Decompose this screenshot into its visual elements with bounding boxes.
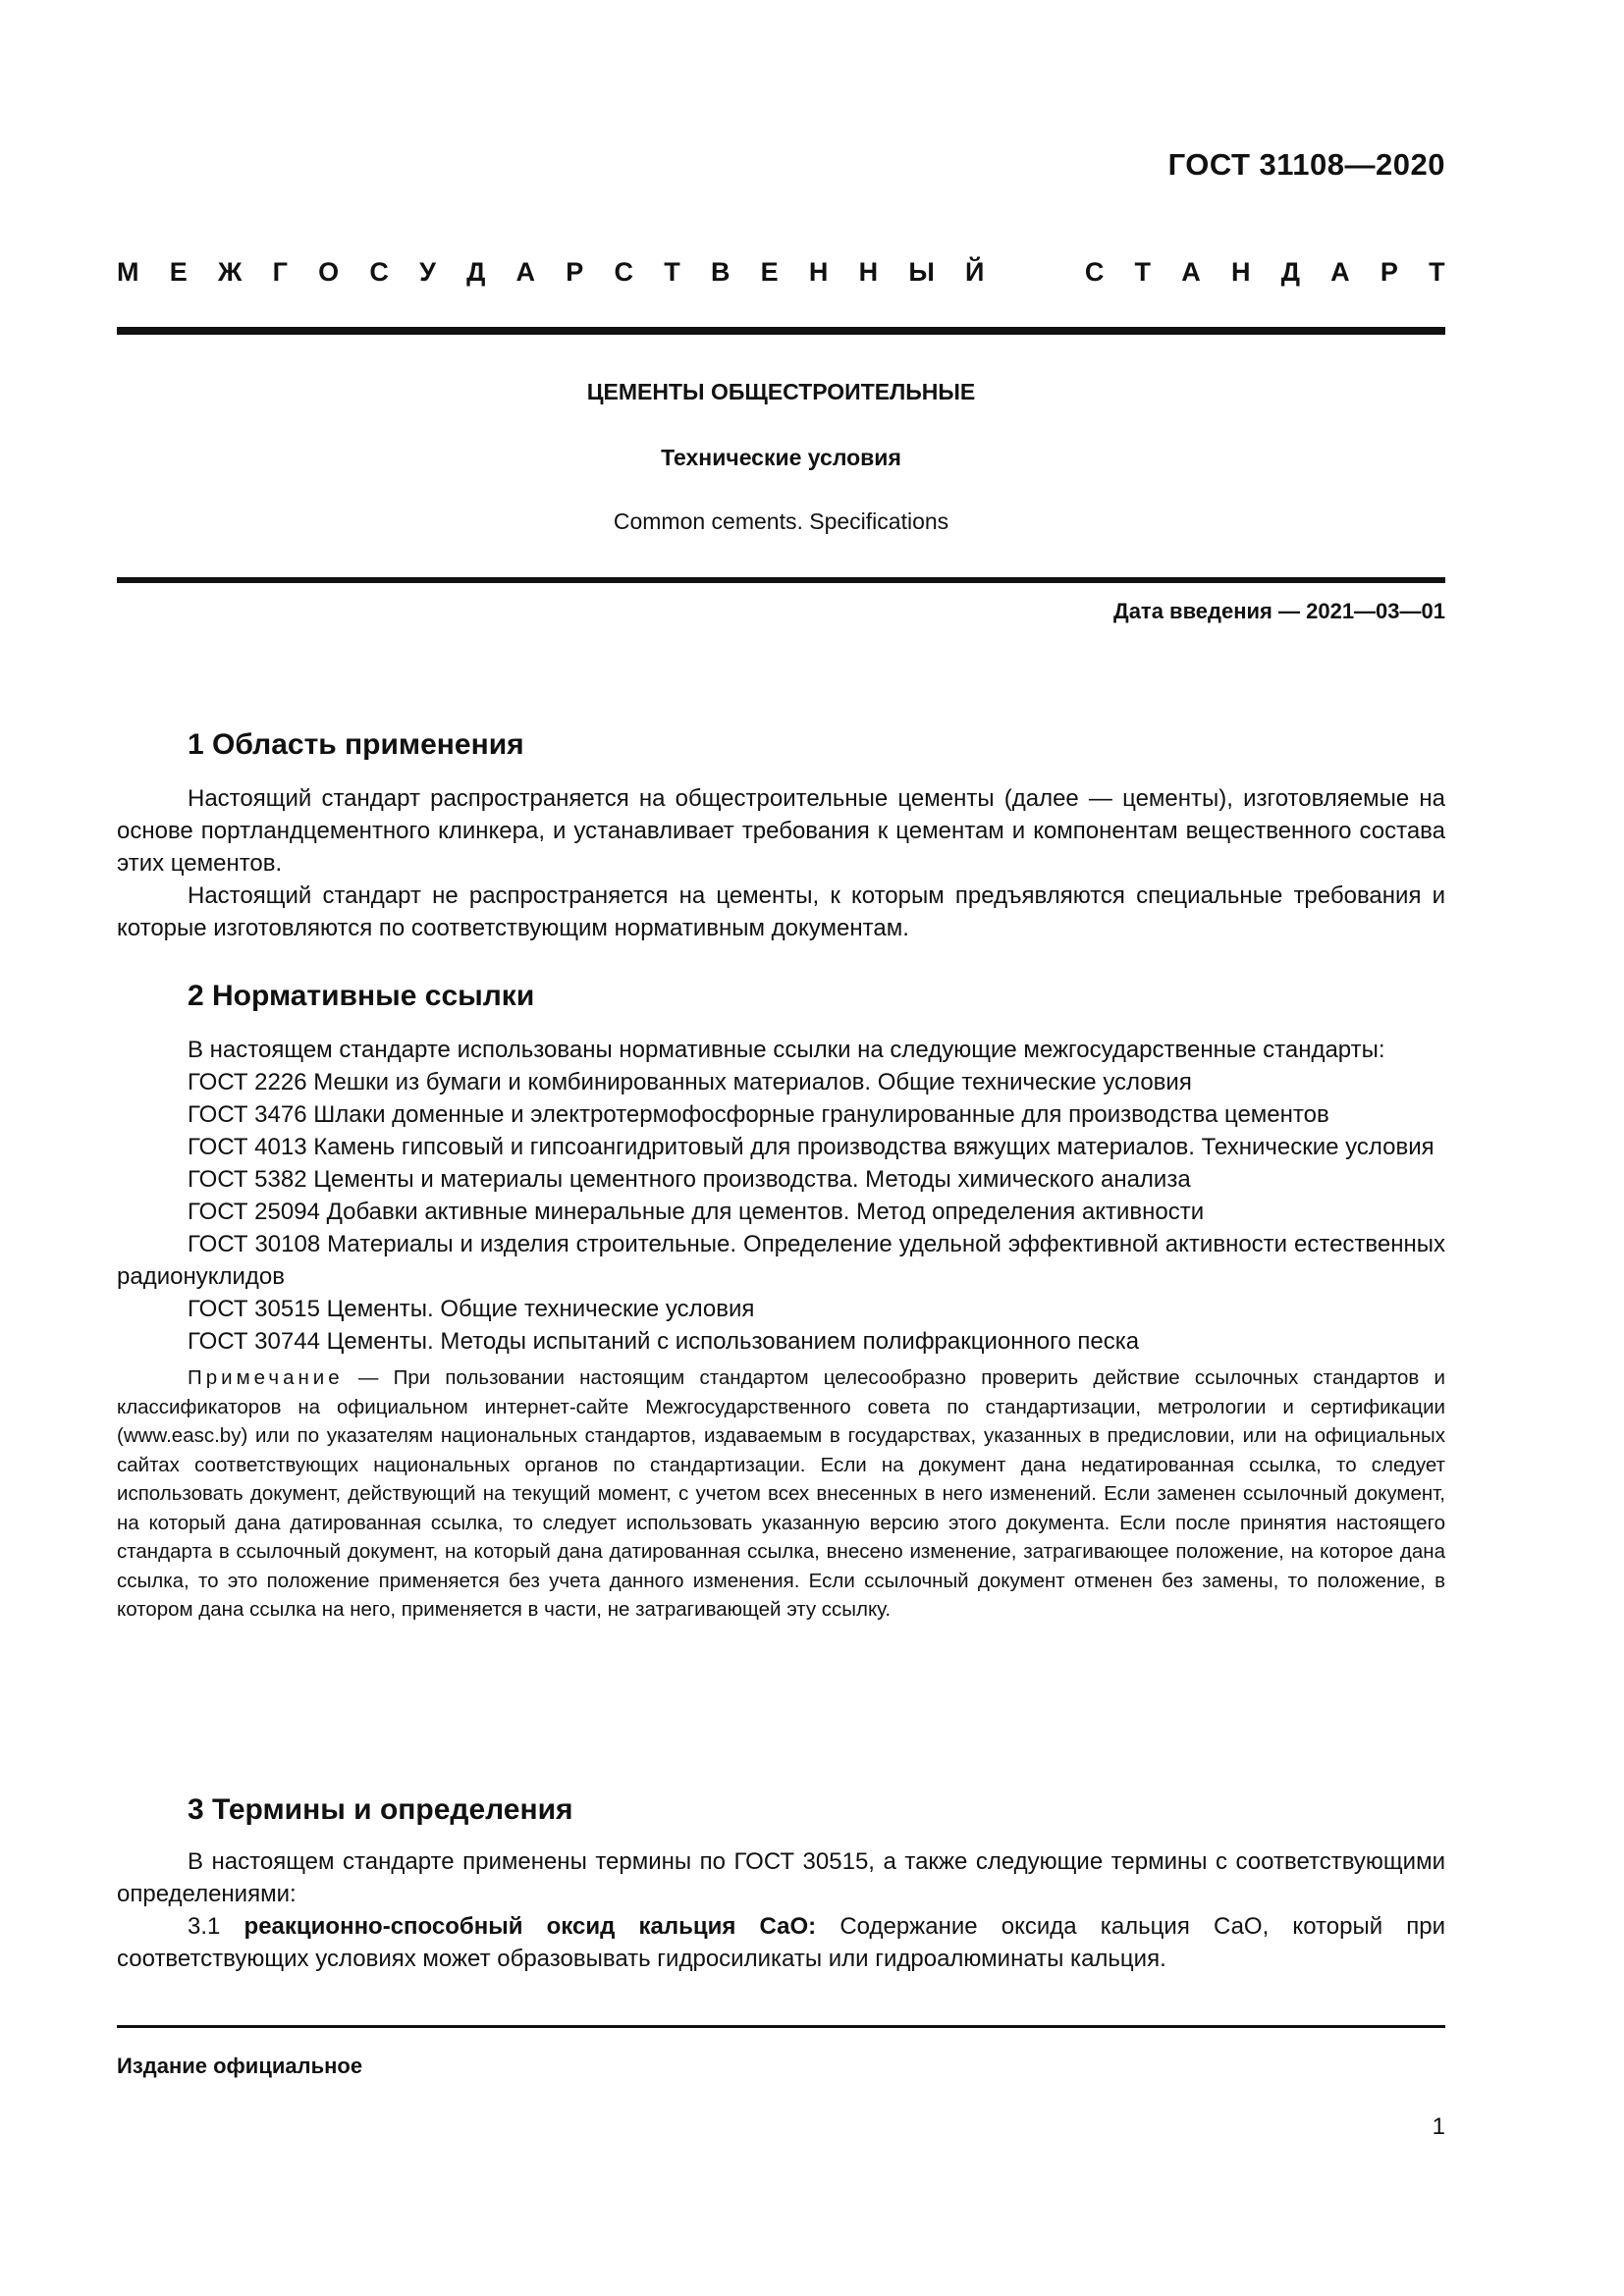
banner-letter: Й: [964, 257, 985, 287]
note: [117, 1363, 1445, 1625]
banner-letter: Т: [1429, 257, 1445, 287]
section-2-body: [117, 1034, 1445, 1625]
banner-word-gap: [1015, 257, 1055, 288]
edition-label: Издание официальное: [117, 2054, 363, 2078]
banner-letter: Н: [808, 257, 829, 287]
banner-letter: Е: [760, 257, 779, 287]
paragraph: Настоящий стандарт не распространяется на цементы, к которым предъявляются специальные требования и которые изготовляются по соответствующим нормативным документам.: [117, 882, 1445, 941]
note-label: Примечание: [188, 1366, 344, 1389]
document-subtitle: Технические условия: [661, 445, 901, 470]
banner-letter: Е: [169, 257, 188, 287]
section-heading-text: 3 Термины и определения: [188, 1793, 573, 1826]
document-title: ЦЕМЕНТЫ ОБЩЕСТРОИТЕЛЬНЫЕ: [586, 379, 976, 404]
section-heading-text: 2 Нормативные ссылки: [188, 980, 535, 1012]
banner-letter: С: [1084, 257, 1105, 287]
paragraph: Настоящий стандарт распространяется на общестроительные цементы (далее — цементы), изготовляемые на основе портландцементного клинкера, и устанавливает требования к цементам и компонентам вещественного состава этих цементов.: [117, 785, 1445, 877]
term-definition: [117, 1910, 1445, 1975]
reference-item: ГОСТ 30515 Цементы. Общие технические условия: [188, 1296, 755, 1322]
top-rule: [117, 327, 1445, 335]
reference-item: ГОСТ 4013 Камень гипсовый и гипсоангидритовый для производства вяжущих материалов. Технические условия: [188, 1134, 1435, 1160]
banner-letter: Н: [1230, 257, 1251, 287]
paragraph: В настоящем стандарте применены термины по ГОСТ 30515, а также следующие термины с соответствующими определениями:: [117, 1848, 1445, 1907]
standard-banner: [117, 257, 1445, 288]
banner-letter: Р: [566, 257, 584, 287]
banner-letter: Д: [1280, 257, 1300, 287]
note-text: — При пользовании настоящим стандартом целесообразно проверить действие ссылочных стандартов и классификаторов на официальном интернет-сайте Межгосударственного совета по стандартизации, метрологии и сертификации (www.easc.by) или по указателям национальных стандартов, издаваемым в государствах, указанных в предисловии, или на официальных сайтах соответствующих национальных органов по стандартизации. Если на документ дана недатированная ссылка, то следует использовать документ, действующий на текущий момент, с учетом всех внесенных в него изменений. Если заменен ссылочный документ, на который дана датированная ссылка, то следует использовать указанную версию этого документа. Если после принятия настоящего стандарта в ссылочный документ, на который дана датированная ссылка, внесено изменение, затрагивающее положение, на которое дана ссылка, то это положение применяется без учета данного изменения. Если ссылочный документ отменен без замены, то положение, в котором дана ссылка на него, применяется в части, не затрагивающей эту ссылку.: [117, 1366, 1445, 1621]
term-definition-text: Содержание оксида кальция СаО, который при соответствующих условиях может образовывать гидросиликаты или гидроалюминаты кальция.: [117, 1913, 1446, 1972]
banner-letter: А: [1330, 257, 1350, 287]
document-number: ГОСТ 31108—2020: [1167, 147, 1445, 182]
section-2-heading: [117, 980, 1445, 1013]
paragraph: В настоящем стандарте использованы нормативные ссылки на следующие межгосударственные стандарты:: [188, 1037, 1385, 1063]
section-1-heading: [117, 728, 1445, 762]
reference-item: ГОСТ 2226 Мешки из бумаги и комбинированных материалов. Общие технические условия: [188, 1069, 1192, 1095]
title-rule: [117, 577, 1445, 583]
banner-letter: Г: [272, 257, 288, 287]
reference-item: ГОСТ 3476 Шлаки доменные и электротермофосфорные гранулированные для производства цементов: [188, 1101, 1329, 1128]
banner-letter: А: [515, 257, 536, 287]
banner-letter: У: [419, 257, 436, 287]
section-heading-text: 1 Область применения: [188, 728, 524, 761]
banner-letter: Р: [1380, 257, 1398, 287]
banner-letter: Т: [664, 257, 680, 287]
introduction-date: Дата введения — 2021—03—01: [1113, 599, 1445, 623]
banner-letter: Н: [858, 257, 879, 287]
banner-letter: Д: [466, 257, 486, 287]
footer-rule: [117, 2025, 1445, 2028]
banner-letter: О: [318, 257, 340, 287]
reference-item: ГОСТ 30108 Материалы и изделия строительные. Определение удельной эффективной активности естественных радионуклидов: [117, 1231, 1445, 1290]
banner-letter: С: [369, 257, 389, 287]
banner-letter: Т: [1134, 257, 1152, 287]
term-number: 3.1: [188, 1913, 244, 1940]
banner-letter: М: [117, 257, 139, 287]
english-title: Common cements. Specifications: [613, 508, 949, 534]
section-3-body: [117, 1845, 1445, 1975]
page-number: 1: [1432, 2113, 1445, 2140]
banner-letter: В: [710, 257, 731, 287]
banner-letter: С: [614, 257, 633, 287]
section-1-body: [117, 782, 1445, 944]
term-name: реакционно-способный оксид кальция СаО:: [244, 1913, 817, 1940]
section-3-heading: [117, 1793, 1445, 1827]
reference-item: ГОСТ 5382 Цементы и материалы цементного производства. Методы химического анализа: [188, 1166, 1191, 1193]
banner-letter: А: [1181, 257, 1201, 287]
reference-item: ГОСТ 25094 Добавки активные минеральные для цементов. Метод определения активности: [188, 1199, 1205, 1225]
banner-letter: Ы: [908, 257, 935, 287]
banner-letter: Ж: [217, 257, 243, 287]
reference-item: ГОСТ 30744 Цементы. Методы испытаний с использованием полифракционного песка: [188, 1328, 1140, 1355]
